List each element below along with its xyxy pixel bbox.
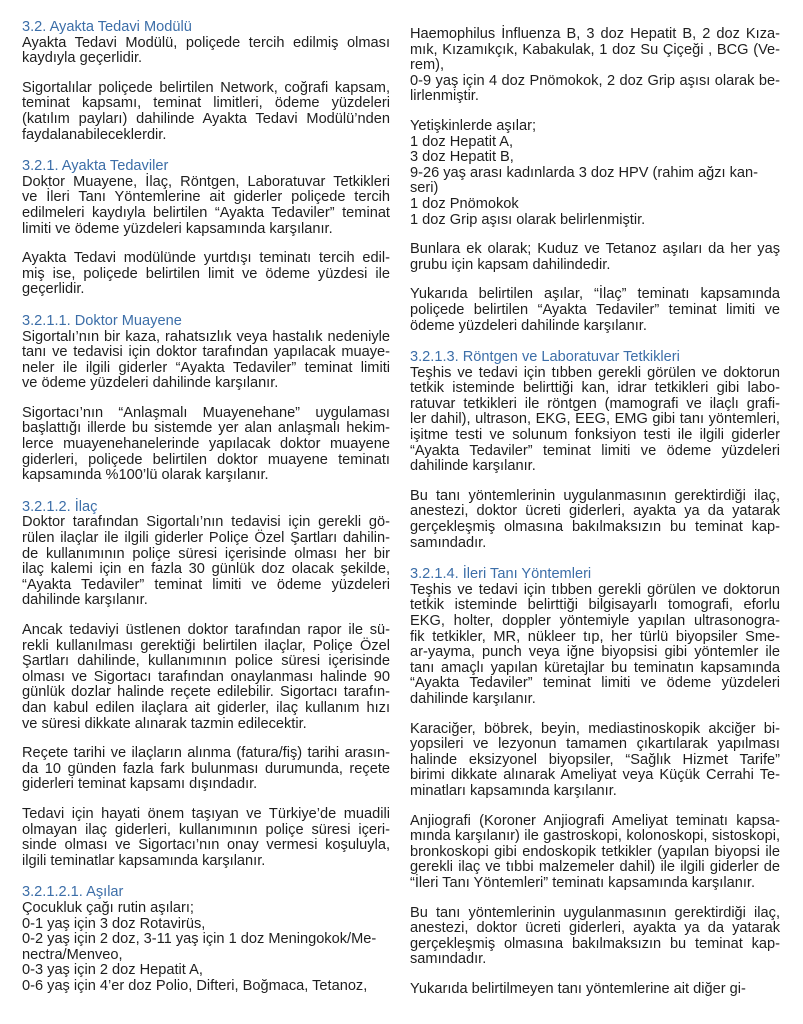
- text-line: fik tetkikler, MR, nükleer tıp, her türlü biyopsiler Sme-: [410, 628, 780, 645]
- text-line: grubu için kapsam dahilindedir.: [410, 256, 611, 273]
- text-line: bronkoskopi gibi endoskopik tetkikler (yapılan biyopsi ile: [410, 843, 780, 860]
- left-column: [22, 20, 390, 1010]
- text-line: teminat kapsamı, teminat limitleri, ödeme yüzdeleri: [22, 95, 390, 112]
- section-heading: 3.2.1.1. Doktor Muayene: [22, 312, 182, 329]
- text-line: seri): [410, 180, 439, 197]
- text-line: halinde eksizyonel biyopsiler, “Sağlık Hizmet Tarife”: [410, 751, 780, 768]
- text-line: günlük dozlar halinde reçete edilebilir. Sigortacı tarafın-: [22, 684, 390, 701]
- text-line: 0-6 yaş için 4’er doz Polio, Difteri, Boğmaca, Tetanoz,: [22, 977, 368, 994]
- text-line: samındadır.: [410, 951, 487, 968]
- text-line: ve İleri Tanı Yöntemlerine ait giderler poliçede tercih: [22, 189, 390, 206]
- text-line: Tedavi için hayati önem taşıyan ve Türkiye’de muadili: [22, 805, 390, 822]
- text-line: da 10 günden fazla fark bulunması durumunda, reçete: [22, 760, 390, 777]
- text-line: başlattığı illerde bu sistemde yer alan anlaşmalı hekim-: [22, 420, 390, 437]
- text-line: faydalanabileceklerdir.: [22, 126, 167, 143]
- text-line: Sigortalı’nın bir kaza, rahatsızlık veya hastalık nedeniyle: [22, 328, 390, 345]
- text-line: tetkik isteminde belirttiği bilgisayarlı tomografi, eforlu: [410, 597, 780, 614]
- text-line: mında karşılanır) ile gastroskopi, kolonoskopi, sistoskopi,: [410, 828, 780, 845]
- text-line: ve süresi dikkate alınarak tazmin edilecektir.: [22, 715, 307, 732]
- section-heading: 3.2. Ayakta Tedavi Modülü: [22, 19, 192, 35]
- paragraph: [410, 287, 780, 334]
- text-line: samındadır.: [410, 534, 487, 551]
- text-line: sinde olması ve Sigortacı’nın onay vermesi koşuluyla,: [22, 837, 390, 854]
- paragraph: [22, 251, 390, 298]
- section-heading: 3.2.1. Ayakta Tedaviler: [22, 158, 169, 175]
- text-line: giderleri, poliçede belirtilen doktor muayene teminatı: [22, 451, 390, 468]
- text-line: 3 doz Hepatit B,: [410, 149, 514, 166]
- paragraph: [410, 906, 780, 968]
- text-line: 1 doz Hepatit A,: [410, 133, 514, 150]
- text-line: 0-9 yaş için 4 doz Pnömokok, 2 doz Grip aşısı olarak be-: [410, 72, 780, 89]
- text-line: anestezi, doktor ücreti giderleri, ayakta ya da yatarak: [410, 920, 780, 937]
- text-line: 0-2 yaş için 2 doz, 3-11 yaş için 1 doz Meningokok/Me-: [22, 931, 377, 948]
- paragraph: [22, 623, 390, 732]
- text-line: neler ile ilgili giderler “Ayakta Tedaviler” teminat limiti: [22, 359, 390, 376]
- text-line: Bu tanı yöntemlerinin uygulanmasının gerektirdiği ilaç,: [410, 487, 780, 504]
- text-line: nectra/Menveo,: [22, 946, 123, 963]
- text-line: Sigortalılar poliçede belirtilen Network, coğrafi kapsam,: [22, 79, 390, 96]
- text-line: gerçekleşmiş olmasına bakılmaksızın bu teminat kap-: [410, 519, 780, 536]
- vaccines-continued: [410, 27, 780, 334]
- text-line: lirlenmiştir.: [410, 88, 479, 105]
- vaccine-list: [22, 901, 390, 995]
- text-line: Bu tanı yöntemlerinin uygulanmasının gerektirdiği ilaç,: [410, 904, 780, 921]
- text-line: Yukarıda belirtilen aşılar, “İlaç” teminatı kapsamında: [410, 286, 780, 303]
- text-line: ödeme yüzdeleri dahilinde karşılanır.: [410, 317, 647, 334]
- section-3-2-1-1: [22, 314, 390, 484]
- paragraph: [410, 27, 780, 105]
- text-line: Şartları dahilinde, kullanımının police süresi içerisinde: [22, 653, 390, 670]
- section-3-2: [22, 20, 390, 143]
- text-line: dahilinde karşılanır.: [22, 592, 148, 609]
- section-3-2-1-3: [410, 350, 780, 551]
- section-heading: 3.2.1.2.1. Aşılar: [22, 884, 124, 901]
- text-line: mık, Kızamıkçık, Kabakulak, 1 doz Su Çiçeği , BCG (Ve-: [410, 41, 780, 58]
- text-line: 0-3 yaş için 2 doz Hepatit A,: [22, 962, 203, 979]
- text-line: tanı amaçlı yapılan küretajlar bu teminatın kapsamında: [410, 659, 780, 676]
- paragraph: [410, 366, 780, 475]
- text-line: ilgili teminatlar kapsamında karşılanır.: [22, 852, 266, 869]
- section-3-2-1-2-1: [22, 885, 390, 994]
- text-line: (katılım payları) dahilinde Ayakta Tedavi Modülü’nden: [22, 110, 390, 127]
- paragraph: [22, 807, 390, 869]
- text-line: ler dahil), ultrason, EKG, EEG, EMG gibi tanı yöntemleri,: [410, 411, 780, 428]
- text-line: tanı ve tedavisi için doktor tarafından yapılacak muaye-: [22, 344, 390, 361]
- paragraph: [410, 982, 780, 998]
- text-line: gerekli ilaç ve tıbbi malzemeler dahil) ile ilgili giderler de: [410, 859, 780, 876]
- text-line: de kullanımının poliçe süresi içerisinde olması her bir: [22, 545, 390, 562]
- text-line: rekli kullanılması gerektiği belirtilen ilaçlar, Poliçe Özel: [22, 637, 390, 654]
- paragraph: [410, 489, 780, 551]
- text-line: rem),: [410, 57, 445, 74]
- text-line: dan kabul edilen ilaçlara ait giderler, ilaç kullanım hızı: [22, 699, 390, 716]
- paragraph: [410, 583, 780, 708]
- text-line: EKG, holter, doppler yöntemiyle yapılan ultrasonogra-: [410, 613, 780, 629]
- text-line: Doktor Muayene, İlaç, Röntgen, Laboratuvar Tetkikleri: [22, 173, 390, 190]
- paragraph: [22, 515, 390, 609]
- text-line: Anjiografi (Koroner Anjiografi Ameliyat teminatı kapsa-: [410, 812, 780, 829]
- paragraph: [22, 746, 390, 793]
- text-line: miş ise, poliçede belirtilen limit ve ödeme yüzdesi ile: [22, 265, 390, 282]
- text-line: olması ve Sigortacı tarafından onaylanması halinde 90: [22, 668, 390, 685]
- paragraph: [410, 722, 780, 800]
- adult-vaccine-list: [410, 119, 780, 228]
- paragraph: [410, 814, 780, 892]
- text-line: gerçekleşmiş olmasına bakılmaksızın bu teminat kap-: [410, 935, 780, 952]
- text-line: Bunlara ek olarak; Kuduz ve Tetanoz aşıları da her yaş: [410, 241, 780, 258]
- section-3-2-1: [22, 159, 390, 298]
- paragraph: [410, 242, 780, 273]
- paragraph: [22, 175, 390, 237]
- text-line: dahilinde karşılanır.: [410, 690, 536, 707]
- text-line: minatları kapsamında karşılanır.: [410, 782, 617, 799]
- text-line: dahilinde karşılanır.: [410, 458, 536, 475]
- text-line: poliçede belirtilen “Ayakta Tedaviler” teminat limiti ve: [410, 301, 780, 318]
- right-column: [410, 20, 780, 1013]
- text-line: Doktor tarafından Sigortalı’nın tedavisi için gerekli gö-: [22, 514, 390, 531]
- section-heading: 3.2.1.4. İleri Tanı Yöntemleri: [410, 566, 592, 583]
- text-line: 1 doz Pnömokok: [410, 195, 519, 212]
- text-line: “Ayakta Tedaviler” teminat limiti ve ödeme yüzdeleri: [410, 442, 780, 459]
- text-line: “Ayakta Tedaviler” teminat limiti ve ödeme yüzdeleri: [410, 675, 780, 692]
- text-line: işitme testi ve solunum fonksiyon testi ile ilgili giderler: [410, 427, 780, 444]
- text-line: birimi dikkate alınarak Ameliyat veya Küçük Cerrahi Te-: [410, 767, 780, 784]
- paragraph: [22, 36, 390, 67]
- text-line: yopsileri ve lezyonun tamamen çıkartılarak yapılması: [410, 736, 780, 753]
- paragraph: [22, 406, 390, 484]
- text-line: limiti ve ödeme yüzdeleri kapsamında karşılanır.: [22, 220, 333, 237]
- section-3-2-1-4: [410, 567, 780, 997]
- section-3-2-1-2: [22, 500, 390, 869]
- text-line: 0-1 yaş için 3 doz Rotavirüs,: [22, 915, 206, 932]
- text-line: “İleri Tanı Yöntemleri” teminatı kapsamında karşılanır.: [410, 874, 755, 891]
- text-line: anestezi, doktor ücreti giderleri, ayakta ya da yatarak: [410, 503, 780, 520]
- paragraph: [22, 330, 390, 392]
- text-line: Teşhis ve tedavi için tıbben gerekli görülen ve doktorun: [410, 364, 780, 381]
- text-line: geçerlidir.: [22, 281, 85, 298]
- text-line: rülen ilaçlar ile ilgili giderler Poliçe Özel Şartları dahilin-: [22, 530, 390, 547]
- text-line: Teşhis ve tedavi için tıbben gerekli görülen ve doktorun: [410, 581, 780, 598]
- text-line: 1 doz Grip aşısı olarak belirlenmiştir.: [410, 211, 646, 228]
- text-line: giderleri teminat kapsamı dışındadır.: [22, 776, 258, 793]
- text-line: Haemophilus İnfluenza B, 3 doz Hepatit B, 2 doz Kıza-: [410, 26, 780, 42]
- text-line: lerce muayenehanelerinde yapılacak doktor muayene: [22, 436, 390, 453]
- text-line: Reçete tarihi ve ilaçların alınma (fatura/fiş) tarihi arasın-: [22, 745, 390, 762]
- section-heading: 3.2.1.3. Röntgen ve Laboratuvar Tetkikleri: [410, 349, 680, 366]
- text-line: “Ayakta Tedaviler” teminat limiti ve ödeme yüzdeleri: [22, 576, 390, 593]
- text-line: edilmeleri kaydıyla belirtilen “Ayakta Tedaviler” teminat: [22, 204, 390, 221]
- text-line: ve ödeme yüzdeleri dahilinde karşılanır.: [22, 375, 279, 392]
- text-line: 9-26 yaş arası kadınlarda 3 doz HPV (rahim ağzı kan-: [410, 164, 758, 181]
- text-line: Çocukluk çağı rutin aşıları;: [22, 899, 194, 916]
- section-heading: 3.2.1.2. İlaç: [22, 498, 98, 515]
- text-line: Sigortacı’nın “Anlaşmalı Muayenehane” uygulaması: [22, 404, 390, 421]
- text-line: Ancak tedaviyi üstlenen doktor tarafından rapor ile sü-: [22, 622, 390, 638]
- text-line: kaydıyla geçerlidir.: [22, 50, 143, 67]
- text-line: Yetişkinlerde aşılar;: [410, 117, 537, 134]
- text-line: Ayakta Tedavi Modülü, poliçede tercih edilmiş olması: [22, 34, 390, 51]
- text-line: kapsamında %100’lü olarak karşılanır.: [22, 467, 269, 484]
- text-line: tetkik isteminde belirttiği kan, idrar tetkikleri gibi labo-: [410, 380, 780, 397]
- text-line: Karaciğer, böbrek, beyin, mediastinoskopik akciğer bi-: [410, 720, 780, 737]
- text-line: ar-yayma, punch veya iğne biyopsisi gibi yöntemler ile: [410, 644, 780, 661]
- text-line: olmayan ilaç giderleri, kullanımının poliçe süresi içeri-: [22, 821, 390, 838]
- paragraph: [22, 81, 390, 143]
- text-line: Ayakta Tedavi modülünde yurtdışı teminatı tercih edil-: [22, 250, 390, 267]
- text-line: ilaç kalemi için en fazla 30 günlük doz olacak şekilde,: [22, 561, 390, 578]
- text-line: Yukarıda belirtilmeyen tanı yöntemlerine ait diğer gi-: [410, 980, 746, 997]
- text-line: ratuvar tetkikleri ile röntgen (mamografi ve ilaçlı grafi-: [410, 395, 780, 412]
